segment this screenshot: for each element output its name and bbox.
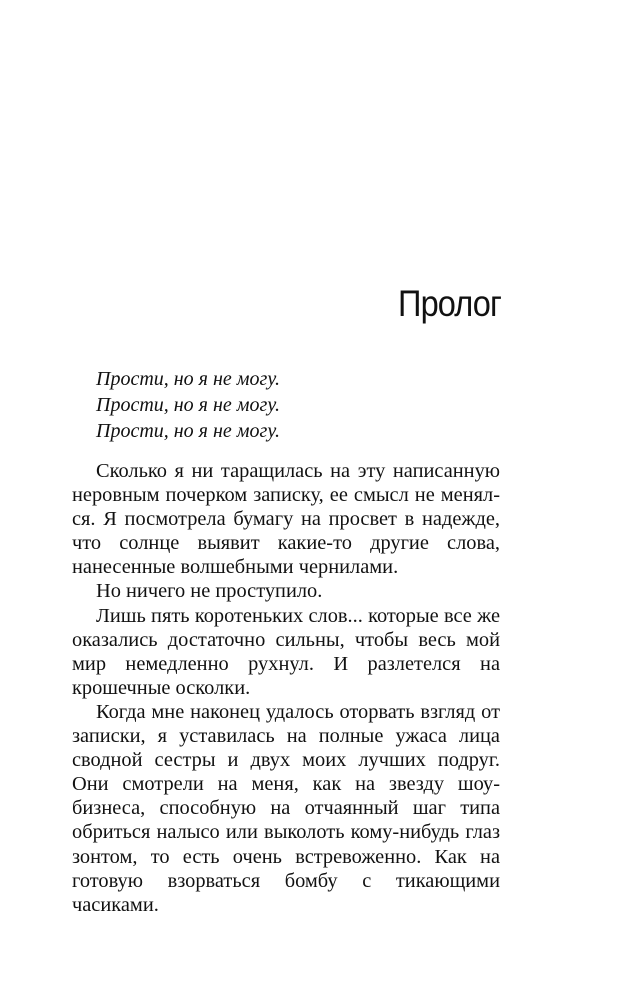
body-text [72,459,500,917]
paragraph: Когда мне наконец удалось оторвать взгляд от записки, я уставилась на полные ужаса лица сводной сестры и двух моих лучших подруг. Они смотрели на меня, как на звезду шоу-бизнеса, способную на отчаянный шаг типа обриться налысо или выколоть кому-нибудь глаз зонтом, то есть очень встревоженно. Как на готовую взорваться бомбу с тикающими часиками. [72,700,500,916]
epigraph-line: Прости, но я не могу. [96,420,280,442]
paragraph: Лишь пять коротеньких слов... которые все же оказались достаточно сильны, чтобы весь мой мир немедленно рухнул. И разлетелся на крошечные осколки. [72,604,500,699]
paragraph: Но ничего не проступило. [96,580,323,603]
epigraph-line: Прости, но я не могу. [96,394,280,416]
epigraph-line: Прости, но я не могу. [96,368,280,390]
chapter-title: Пролог [398,283,501,324]
epigraph [96,366,516,444]
paragraph: Сколько я ни таращилась на эту написанную неровным почерком записку, ее смысл не менялся. Я посмотрела бумагу на просвет в надежде, что солнце выявит какие-то другие слова, нанесенные волшебными чернилами. [72,460,500,579]
